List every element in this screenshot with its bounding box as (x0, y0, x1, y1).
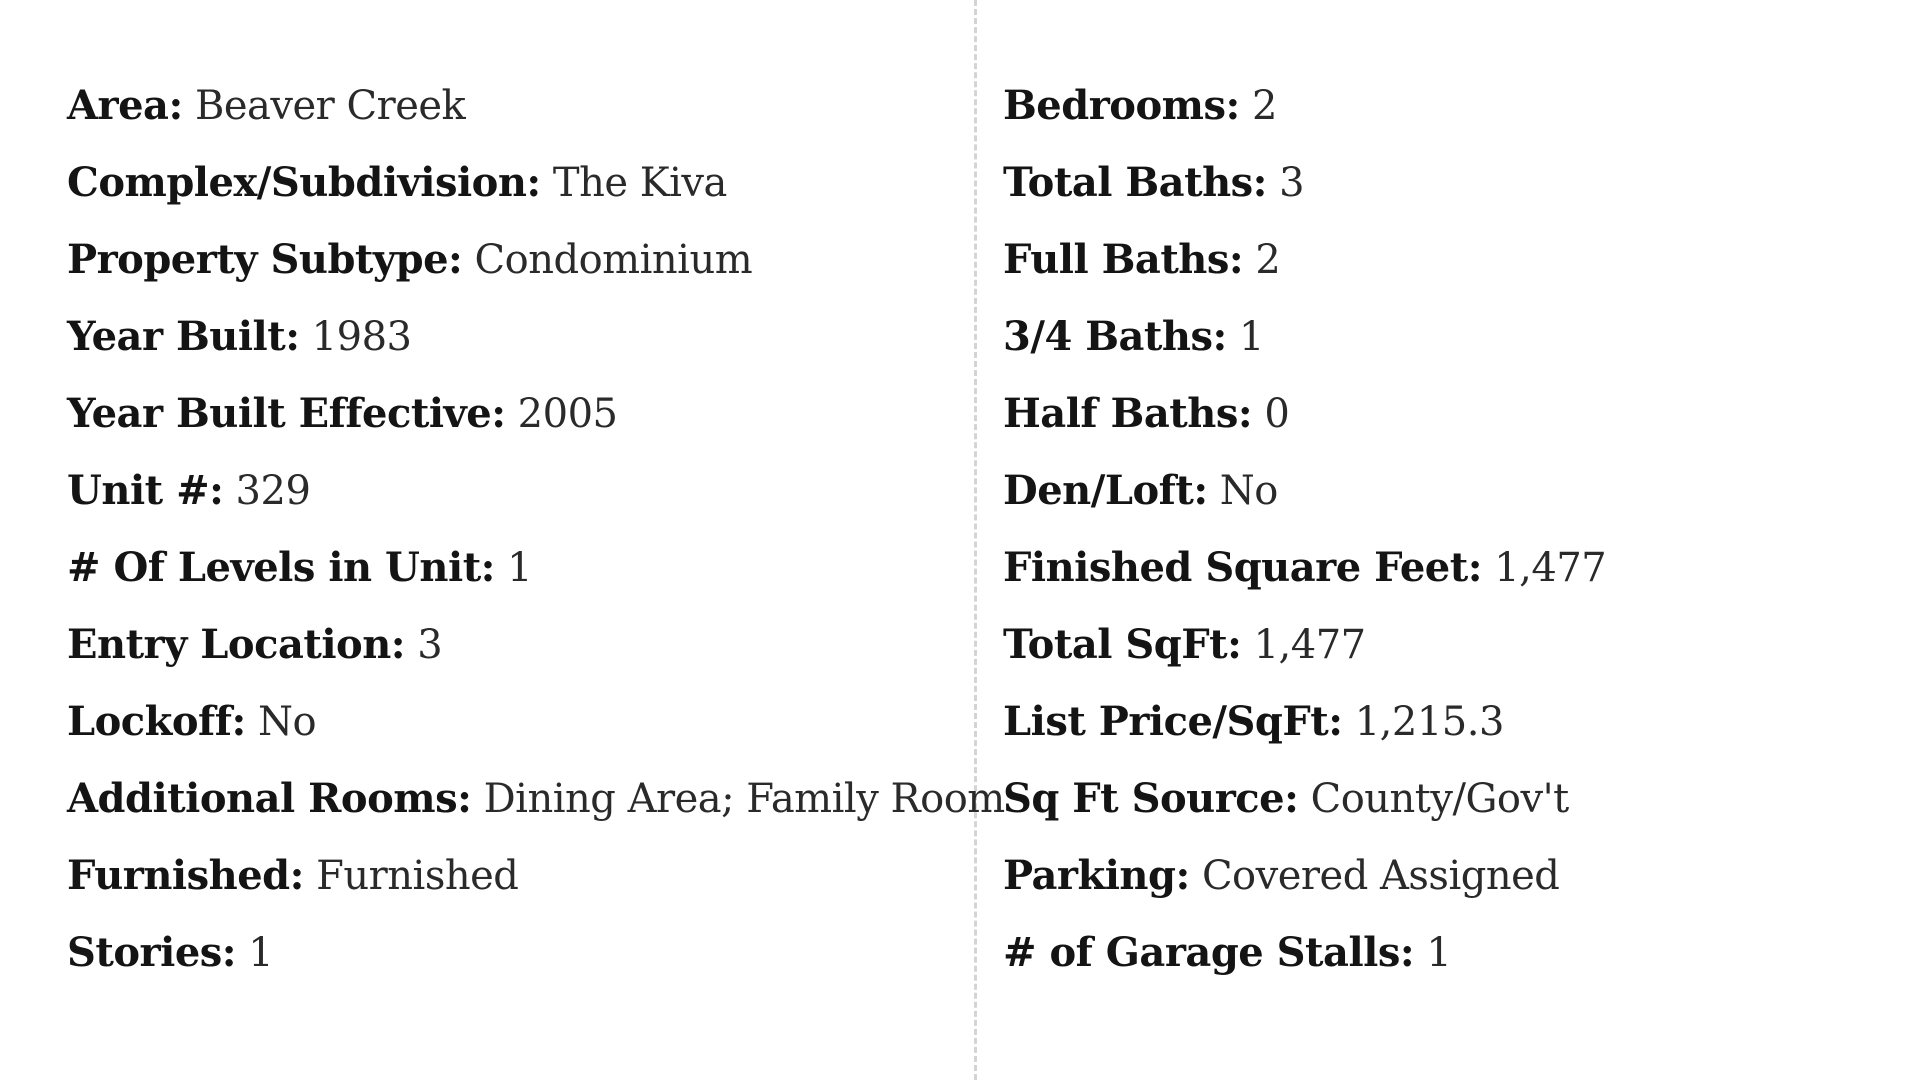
detail-value: 3 (405, 622, 443, 668)
detail-value: Condominium (462, 237, 753, 283)
detail-value: 329 (223, 468, 311, 514)
detail-label: Full Baths: (1003, 236, 1244, 283)
detail-label: Finished Square Feet: (1003, 544, 1482, 591)
detail-value: 1,477 (1481, 545, 1607, 591)
detail-area (67, 80, 957, 157)
detail-list-price-per-sqft (1003, 696, 1883, 773)
detail-value: 3 (1266, 160, 1305, 206)
detail-entry-location (67, 619, 957, 696)
detail-value: 1 (494, 545, 533, 591)
detail-stories (67, 927, 957, 1004)
detail-sqft-source (1003, 773, 1883, 850)
detail-label: Year Built Effective: (67, 390, 506, 437)
detail-garage-stalls (1003, 927, 1883, 1004)
detail-value: 1,477 (1241, 622, 1366, 668)
detail-half-baths (1003, 388, 1883, 465)
detail-total-baths (1003, 157, 1883, 234)
detail-label: Complex/Subdivision: (67, 159, 541, 206)
detail-label: Furnished: (67, 852, 304, 899)
detail-label: Year Built: (67, 313, 300, 360)
detail-value: Furnished (303, 853, 519, 899)
detail-value: 1 (1414, 930, 1452, 976)
detail-three-quarter-baths (1003, 311, 1883, 388)
property-details-right (1003, 80, 1883, 1004)
detail-furnished (67, 850, 957, 927)
detail-label: 3/4 Baths: (1003, 313, 1227, 360)
detail-value: Dining Area; Family Room (471, 776, 1005, 822)
detail-value: 2005 (505, 391, 618, 437)
detail-label: # of Garage Stalls: (1003, 929, 1415, 976)
detail-den-loft (1003, 465, 1883, 542)
detail-year-built (67, 311, 957, 388)
detail-value: 1,215.3 (1342, 699, 1504, 745)
detail-label: Total Baths: (1003, 159, 1267, 206)
property-details-left (67, 80, 1005, 1004)
detail-value: Covered Assigned (1189, 853, 1560, 899)
detail-value: County/Gov't (1298, 776, 1569, 822)
detail-bedrooms (1003, 80, 1883, 157)
detail-full-baths (1003, 234, 1883, 311)
detail-unit-number (67, 465, 957, 542)
detail-value: No (245, 699, 317, 745)
detail-value: 1 (1226, 314, 1264, 360)
detail-value: The Kiva (540, 160, 727, 206)
detail-label: # Of Levels in Unit: (67, 544, 495, 591)
detail-finished-square-feet (1003, 542, 1883, 619)
detail-label: Additional Rooms: (67, 775, 472, 822)
detail-label: Property Subtype: (67, 236, 463, 283)
detail-value: 2 (1243, 237, 1281, 283)
detail-label: Stories: (67, 929, 237, 976)
detail-label: Area: (67, 82, 183, 129)
detail-value: Beaver Creek (182, 83, 466, 129)
detail-label: Sq Ft Source: (1003, 775, 1299, 822)
detail-label: Lockoff: (67, 698, 246, 745)
detail-label: Entry Location: (67, 621, 406, 668)
detail-additional-rooms (67, 773, 1005, 850)
column-divider (974, 0, 977, 1080)
detail-label: Total SqFt: (1003, 621, 1242, 668)
detail-value: 0 (1252, 391, 1290, 437)
detail-property-subtype (67, 234, 957, 311)
detail-label: Parking: (1003, 852, 1190, 899)
detail-label: Den/Loft: (1003, 467, 1208, 514)
detail-value: 1983 (299, 314, 412, 360)
detail-complex-subdivision (67, 157, 957, 234)
detail-value: 1 (236, 930, 274, 976)
detail-value: 2 (1239, 83, 1277, 129)
detail-label: Bedrooms: (1003, 82, 1240, 129)
detail-label: Unit #: (67, 467, 224, 514)
detail-label: List Price/SqFt: (1003, 698, 1343, 745)
detail-total-sqft (1003, 619, 1883, 696)
detail-parking (1003, 850, 1883, 927)
detail-lockoff (67, 696, 957, 773)
detail-value: No (1207, 468, 1278, 514)
detail-levels-in-unit (67, 542, 957, 619)
detail-year-built-effective (67, 388, 957, 465)
detail-label: Half Baths: (1003, 390, 1253, 437)
